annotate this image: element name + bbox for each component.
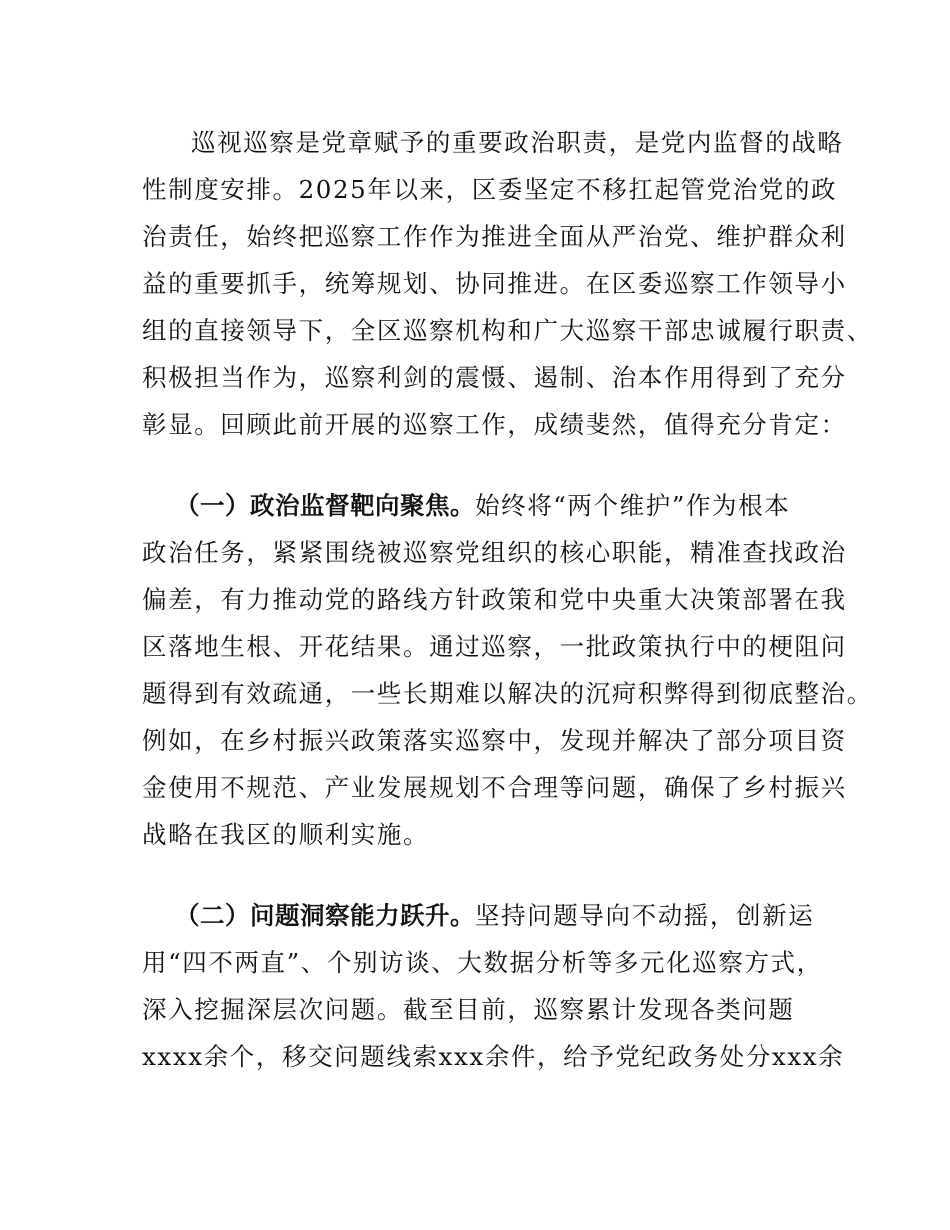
paragraph-1-line-2: 性制度安排。2025年以来，区委坚定不移扛起管党治党的政 (142, 175, 838, 204)
paragraph-2-line-2: 政治任务，紧紧围绕被巡察党组织的核心职能，精准查找政治 (142, 538, 847, 567)
paragraph-1-line-3: 治责任，始终把巡察工作作为推进全面从严治党、维护群众利 (142, 222, 847, 251)
paragraph-2-line-1-text: 始终将“两个维护”作为根本 (475, 491, 791, 520)
paragraph-2-line-8: 战略在我区的顺利实施。 (142, 820, 430, 849)
paragraph-2-line-7: 金使用不规范、产业发展规划不合理等问题，确保了乡村振兴 (142, 773, 847, 802)
paragraph-3-line-3: 深入挖掘深层次问题。截至目前，巡察累计发现各类问题 (142, 995, 795, 1024)
paragraph-3-line-2: 用“四不两直”、个别访谈、大数据分析等多元化巡察方式， (142, 948, 823, 977)
paragraph-2-line-4: 区落地生根、开花结果。通过巡察，一批政策执行中的梗阻问 (142, 632, 847, 661)
section-heading-2: （二）问题洞察能力跃升。 (175, 901, 475, 930)
paragraph-1-line-4: 益的重要抓手，统筹规划、协同推进。在区委巡察工作领导小 (142, 269, 847, 298)
paragraph-1-line-5: 组的直接领导下，全区巡察机构和广大巡察干部忠诚履行职责、 (142, 316, 873, 345)
paragraph-2-line-6: 例如，在乡村振兴政策落实巡察中，发现并解决了部分项目资 (142, 726, 847, 755)
paragraph-3-line-4: xxxx余个，移交问题线索xxx余件，给予党纪政务处分xxx余 (142, 1042, 845, 1071)
paragraph-1-line-7: 彰显。回顾此前开展的巡察工作，成绩斐然，值得充分肯定： (142, 410, 847, 439)
paragraph-3-line-1 (175, 896, 814, 936)
paragraph-2-line-1 (175, 486, 790, 526)
paragraph-3-line-1-text: 坚持问题导向不动摇，创新运 (475, 901, 815, 930)
paragraph-2-line-5: 题得到有效疏通，一些长期难以解决的沉疴积弊得到彻底整治。 (142, 679, 873, 708)
paragraph-2-line-3: 偏差，有力推动党的路线方针政策和党中央重大决策部署在我 (142, 585, 847, 614)
section-heading-1: （一）政治监督靶向聚焦。 (175, 491, 475, 520)
paragraph-1-line-1: 巡视巡察是党章赋予的重要政治职责，是党内监督的战略 (191, 128, 844, 157)
paragraph-1-line-6: 积极担当作为，巡察利剑的震慑、遏制、治本作用得到了充分 (142, 363, 847, 392)
